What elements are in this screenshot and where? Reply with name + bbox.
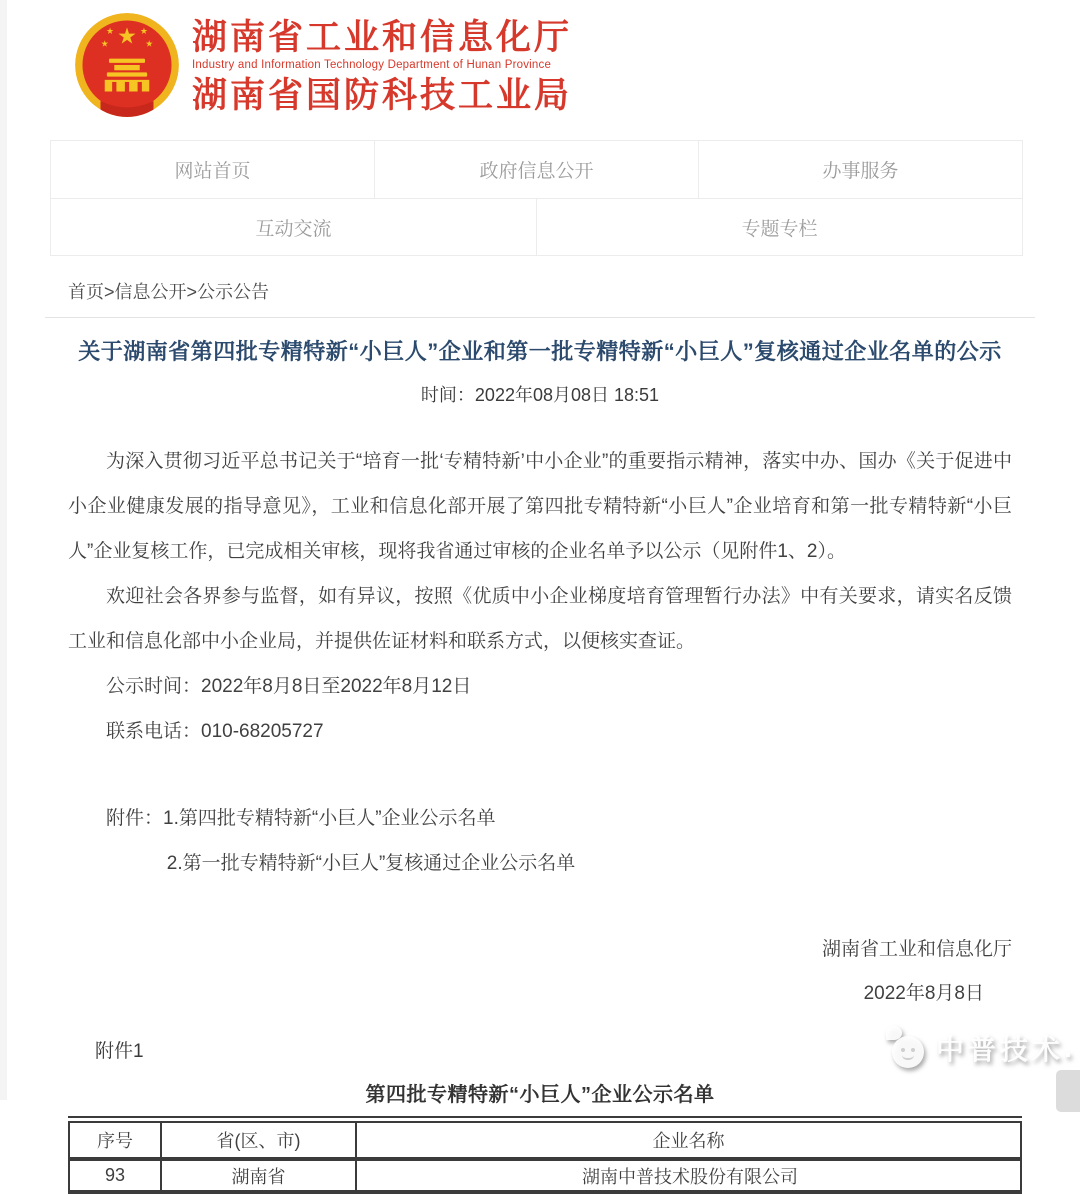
annex-label: 附件1 <box>95 1041 144 1062</box>
publish-time: 时间：2022年08月08日 18:51 <box>420 385 660 405</box>
attachment-line-2 <box>68 841 1012 886</box>
cell-company-name: 湖南中普技术股份有限公司 <box>356 1159 1021 1192</box>
page-edge-shade <box>0 0 7 1100</box>
nav-row-2 <box>51 198 1022 255</box>
signature-block <box>68 928 1012 1016</box>
main-nav <box>50 140 1023 256</box>
header-province: 省(区、市) <box>161 1122 356 1159</box>
watermark-text: 中普技术 <box>936 1034 1065 1065</box>
annex-table <box>68 1121 1022 1194</box>
cell-province: 湖南省 <box>161 1159 356 1192</box>
paragraph-1: 为深入贯彻习近平总书记关于“培育一批‘专精特新’中小企业”的重要指示精神，落实中办、国办《关于促进中小企业健康发展的指导意见》，工业和信息化部开展了第四批专精特新“小巨人”企业培育和第一批专精特新“小巨人”企业复核工作，已完成相关审核，现将我省通过审核的企业名单予以公示（见附件1、2）。 <box>68 451 1012 562</box>
nav-item-interaction[interactable]: 互动交流 <box>255 218 332 240</box>
contact-phone: 联系电话：010-68205727 <box>106 721 324 742</box>
publicity-period: 公示时间：2022年8月8日至2022年8月12日 <box>106 676 472 697</box>
org-name-en: Industry and Information Technology Department of Hunan Province <box>192 59 552 71</box>
cell-serial-no: 93 <box>69 1159 161 1192</box>
nav-item-special-columns[interactable]: 专题专栏 <box>536 199 1022 255</box>
attachments <box>68 796 1012 886</box>
floating-widget[interactable] <box>1056 1070 1080 1112</box>
annex-table-title: 第四批专精特新“小巨人”企业公示名单 <box>365 1084 715 1106</box>
table-row <box>69 1159 1021 1192</box>
org-name-cn-2: 湖南省国防科技工业局 <box>192 75 573 115</box>
signature-date: 2022年8月8日 <box>863 983 984 1004</box>
attachment-line-1 <box>68 796 1012 841</box>
breadcrumb-divider <box>45 317 1035 318</box>
site-masthead[interactable] <box>0 0 1080 124</box>
masthead-titles <box>192 12 572 113</box>
nav-item-home[interactable]: 网站首页 <box>174 161 251 182</box>
breadcrumb[interactable]: 首页>信息公开>公示公告 <box>68 282 270 302</box>
attachment-link-2[interactable]: 2.第一批专精特新“小巨人”复核通过企业公示名单 <box>166 853 576 874</box>
nav-item-services[interactable]: 办事服务 <box>698 141 1022 198</box>
nav-row-1 <box>51 141 1022 198</box>
article-body <box>68 439 1012 886</box>
header-company-name: 企业名称 <box>356 1122 1021 1159</box>
table-header-row <box>69 1122 1021 1159</box>
paragraph-2: 欢迎社会各界参与监督，如有异议，按照《优质中小企业梯度培育管理暂行办法》中有关要求，请实名反馈工业和信息化部中小企业局，并提供佐证材料和联系方式，以便核实查证。 <box>68 586 1012 652</box>
nav-item-gov-info[interactable]: 政府信息公开 <box>374 141 698 198</box>
watermark-dot: . <box>1064 1032 1072 1063</box>
signature-org: 湖南省工业和信息化厅 <box>821 939 1012 960</box>
attachment-link-1[interactable]: 1.第四批专精特新“小巨人”企业公示名单 <box>163 808 496 829</box>
org-name-cn-1: 湖南省工业和信息化厅 <box>192 18 573 57</box>
header-serial-no: 序号 <box>69 1122 161 1159</box>
attachments-label: 附件： <box>106 808 164 829</box>
page-title: 关于湖南省第四批专精特新“小巨人”企业和第一批专精特新“小巨人”复核通过企业名单的公示 <box>78 339 1002 364</box>
annex-table-wrapper <box>68 1116 1022 1194</box>
national-emblem-icon <box>74 12 180 118</box>
